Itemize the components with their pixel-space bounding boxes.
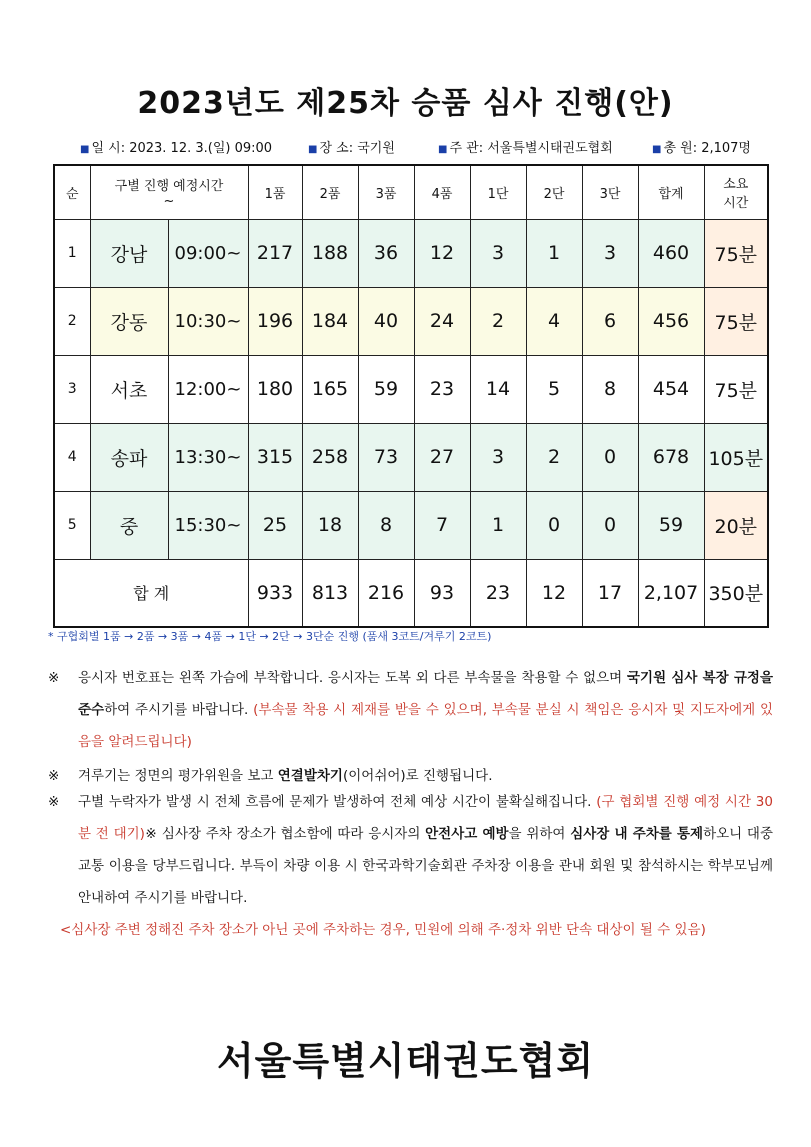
header-2dan: 2단 bbox=[526, 165, 582, 219]
square-bullet-icon: ■ bbox=[80, 144, 90, 155]
note-attendance-parking: ※ 구별 누락자가 발생 시 전체 흐름에 문제가 발생하여 전체 예상 시간이 불확실해집니다. (구 협회별 진행 예정 시간 30분 전 대기)※ 심사장 주차 장소가 협소함에 따라 응시자의 안전사고 예방을 위하여 심사장 내 주차를 통제하오니 대중교통 이용을 당부드립니다. 부득이 차량 이용 시 한국과학기술회관 주차장 이용을 관내 회원 및 참석하시는 학부모님께 안내하여 주시기를 바랍니다. bbox=[48, 786, 773, 914]
cell-2pum: 165 bbox=[302, 355, 358, 423]
cell-1dan: 1 bbox=[470, 491, 526, 559]
cell-2pum: 258 bbox=[302, 423, 358, 491]
total-label: 합 계 bbox=[54, 559, 248, 627]
note-attire: ※ 응시자 번호표는 왼쪽 가슴에 부착합니다. 응시자는 도복 외 다른 부속물을 착용할 수 없으며 국기원 심사 복장 규정을 준수하여 주시기를 바랍니다. (부속물 착용 시 제재를 받을 수 있으며, 부속물 분실 시 책임은 응시자 및 지도자에게 있음을 알려드립니다) bbox=[48, 662, 773, 758]
cell-4pum: 23 bbox=[414, 355, 470, 423]
cell-2pum: 18 bbox=[302, 491, 358, 559]
header-4pum: 4품 bbox=[414, 165, 470, 219]
cell-1pum: 25 bbox=[248, 491, 302, 559]
table-row bbox=[54, 423, 768, 491]
square-bullet-icon: ■ bbox=[308, 144, 318, 155]
row-time: 09:00~ bbox=[168, 219, 248, 287]
header-region-time: 구별 진행 예정시간 ~ bbox=[90, 165, 248, 219]
cell-3pum: 59 bbox=[358, 355, 414, 423]
table-total-row bbox=[54, 559, 768, 627]
cell-1pum: 180 bbox=[248, 355, 302, 423]
total-3dan: 17 bbox=[582, 559, 638, 627]
reference-mark: ※ bbox=[48, 768, 60, 784]
cell-1pum: 196 bbox=[248, 287, 302, 355]
table-row bbox=[54, 287, 768, 355]
cell-3pum: 36 bbox=[358, 219, 414, 287]
note-sparring: ※ 겨루기는 정면의 평가위원을 보고 연결발차기(이어쉬어)로 진행됩니다. bbox=[48, 760, 773, 792]
cell-total: 460 bbox=[638, 219, 704, 287]
total-4pum: 93 bbox=[414, 559, 470, 627]
table-row bbox=[54, 355, 768, 423]
cell-duration: 75분 bbox=[704, 355, 768, 423]
cell-1pum: 217 bbox=[248, 219, 302, 287]
page-title: 2023년도 제25차 승품 심사 진행(안) bbox=[137, 86, 674, 121]
cell-2dan: 0 bbox=[526, 491, 582, 559]
schedule-table bbox=[53, 164, 769, 628]
cell-3dan: 6 bbox=[582, 287, 638, 355]
total-2pum: 813 bbox=[302, 559, 358, 627]
cell-4pum: 27 bbox=[414, 423, 470, 491]
cell-3dan: 8 bbox=[582, 355, 638, 423]
total-1dan: 23 bbox=[470, 559, 526, 627]
total-1pum: 933 bbox=[248, 559, 302, 627]
total-sum: 2,107 bbox=[638, 559, 704, 627]
cell-2dan: 4 bbox=[526, 287, 582, 355]
cell-1pum: 315 bbox=[248, 423, 302, 491]
header-3dan: 3단 bbox=[582, 165, 638, 219]
header-3pum: 3품 bbox=[358, 165, 414, 219]
cell-2pum: 188 bbox=[302, 219, 358, 287]
cell-4pum: 7 bbox=[414, 491, 470, 559]
cell-total: 678 bbox=[638, 423, 704, 491]
cell-4pum: 12 bbox=[414, 219, 470, 287]
row-time: 12:00~ bbox=[168, 355, 248, 423]
cell-1dan: 2 bbox=[470, 287, 526, 355]
cell-1dan: 14 bbox=[470, 355, 526, 423]
header-2pum: 2품 bbox=[302, 165, 358, 219]
row-time: 15:30~ bbox=[168, 491, 248, 559]
cell-3dan: 0 bbox=[582, 491, 638, 559]
row-region: 강동 bbox=[90, 287, 168, 355]
row-seq: 3 bbox=[54, 355, 90, 423]
info-place: ■ 장 소: 국기원 bbox=[308, 141, 395, 156]
row-region: 중 bbox=[90, 491, 168, 559]
cell-duration: 75분 bbox=[704, 219, 768, 287]
row-seq: 2 bbox=[54, 287, 90, 355]
organization-name: 서울특별시태권도협회 bbox=[216, 1039, 595, 1083]
table-header-row bbox=[54, 165, 768, 219]
cell-3dan: 0 bbox=[582, 423, 638, 491]
header-duration: 소요 시간 bbox=[704, 165, 768, 219]
cell-3pum: 8 bbox=[358, 491, 414, 559]
cell-4pum: 24 bbox=[414, 287, 470, 355]
reference-mark: ※ bbox=[48, 670, 60, 686]
cell-2dan: 5 bbox=[526, 355, 582, 423]
cell-total: 456 bbox=[638, 287, 704, 355]
cell-3dan: 3 bbox=[582, 219, 638, 287]
info-date: ■ 일 시: 2023. 12. 3.(일) 09:00 bbox=[80, 141, 273, 156]
header-1dan: 1단 bbox=[470, 165, 526, 219]
total-duration: 350분 bbox=[704, 559, 768, 627]
cell-3pum: 40 bbox=[358, 287, 414, 355]
cell-duration: 20분 bbox=[704, 491, 768, 559]
total-2dan: 12 bbox=[526, 559, 582, 627]
row-seq: 5 bbox=[54, 491, 90, 559]
cell-total: 59 bbox=[638, 491, 704, 559]
row-seq: 1 bbox=[54, 219, 90, 287]
table-row bbox=[54, 219, 768, 287]
square-bullet-icon: ■ bbox=[652, 144, 662, 155]
row-seq: 4 bbox=[54, 423, 90, 491]
notes-section bbox=[48, 662, 773, 946]
note-parking-warning: <심사장 주변 정해진 주차 장소가 아닌 곳에 주차하는 경우, 민원에 의해 주·정차 위반 단속 대상이 될 수 있음) bbox=[60, 922, 706, 938]
row-time: 10:30~ bbox=[168, 287, 248, 355]
cell-1dan: 3 bbox=[470, 219, 526, 287]
row-time: 13:30~ bbox=[168, 423, 248, 491]
cell-2pum: 184 bbox=[302, 287, 358, 355]
cell-total: 454 bbox=[638, 355, 704, 423]
row-region: 강남 bbox=[90, 219, 168, 287]
square-bullet-icon: ■ bbox=[438, 144, 448, 155]
total-3pum: 216 bbox=[358, 559, 414, 627]
table-row bbox=[54, 491, 768, 559]
info-host: ■ 주 관: 서울특별시태권도협회 bbox=[438, 141, 613, 156]
info-total: ■ 총 원: 2,107명 bbox=[652, 141, 751, 156]
cell-2dan: 1 bbox=[526, 219, 582, 287]
reference-mark: ※ bbox=[48, 794, 60, 810]
cell-2dan: 2 bbox=[526, 423, 582, 491]
header-1pum: 1품 bbox=[248, 165, 302, 219]
header-seq: 순 bbox=[54, 165, 90, 219]
cell-3pum: 73 bbox=[358, 423, 414, 491]
row-region: 서초 bbox=[90, 355, 168, 423]
header-total: 합계 bbox=[638, 165, 704, 219]
cell-duration: 105분 bbox=[704, 423, 768, 491]
progress-order-note: * 구협회별 1품 → 2품 → 3품 → 4품 → 1단 → 2단 → 3단순 진행 (품새 3코트/겨루기 2코트) bbox=[48, 630, 492, 643]
cell-1dan: 3 bbox=[470, 423, 526, 491]
cell-duration: 75분 bbox=[704, 287, 768, 355]
row-region: 송파 bbox=[90, 423, 168, 491]
